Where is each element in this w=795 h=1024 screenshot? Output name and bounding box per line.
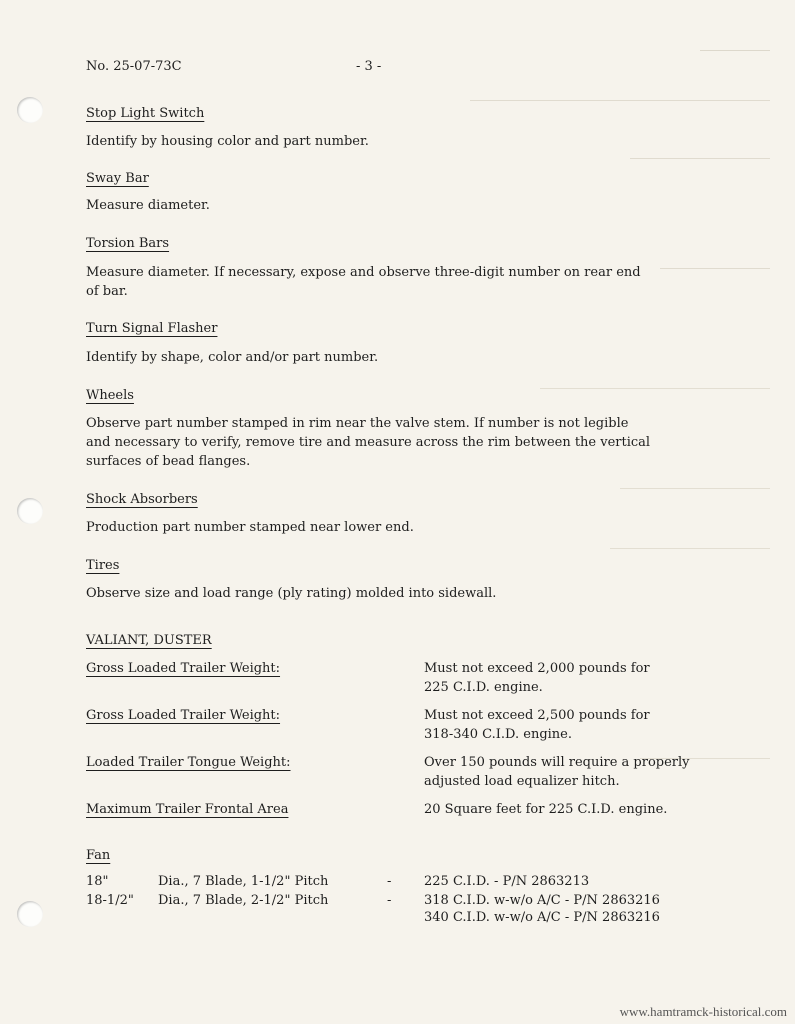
heading-tires: Tires: [86, 558, 120, 573]
fan-description: Dia., 7 Blade, 1-1/2" Pitch: [158, 874, 329, 889]
spec-label: Loaded Trailer Tongue Weight:: [86, 755, 291, 770]
binder-hole-middle: [17, 498, 43, 524]
spec-value: 20 Square feet for 225 C.I.D. engine.: [424, 802, 668, 817]
spec-value-line2: 225 C.I.D. engine.: [424, 680, 543, 695]
heading-fan: Fan: [86, 848, 111, 863]
text-torsion-bars-line1: Measure diameter. If necessary, expose and observe three-digit number on rear end: [86, 265, 641, 280]
heading-wheels: Wheels: [86, 388, 134, 403]
text-wheels-line1: Observe part number stamped in rim near the valve stem. If number is not legible: [86, 416, 629, 431]
text-tires: Observe size and load range (ply rating) molded into sidewall.: [86, 586, 497, 601]
spec-value-line2: 318-340 C.I.D. engine.: [424, 727, 573, 742]
spec-value-line2: adjusted load equalizer hitch.: [424, 774, 620, 789]
document-number: No. 25-07-73C: [86, 59, 182, 74]
heading-stop-light-switch: Stop Light Switch: [86, 106, 205, 121]
spec-value: Must not exceed 2,000 pounds for: [424, 661, 650, 676]
fan-spec: 318 C.I.D. w-w/o A/C - P/N 2863216: [424, 893, 660, 908]
page-number: - 3 -: [356, 59, 382, 74]
fan-size: 18": [86, 874, 109, 889]
spec-value: Must not exceed 2,500 pounds for: [424, 708, 650, 723]
text-sway-bar: Measure diameter.: [86, 198, 210, 213]
spec-label: Gross Loaded Trailer Weight:: [86, 708, 281, 723]
fan-size: 18-1/2": [86, 893, 134, 908]
text-wheels-line2: and necessary to verify, remove tire and measure across the rim between the vertical: [86, 435, 651, 450]
fan-spec: 340 C.I.D. w-w/o A/C - P/N 2863216: [424, 910, 660, 925]
text-stop-light-switch: Identify by housing color and part number.: [86, 134, 369, 149]
fan-spec: 225 C.I.D. - P/N 2863213: [424, 874, 590, 889]
heading-valiant-duster: VALIANT, DUSTER: [86, 633, 212, 648]
spec-value: Over 150 pounds will require a properly: [424, 755, 690, 770]
fan-description: Dia., 7 Blade, 2-1/2" Pitch: [158, 893, 329, 908]
text-turn-signal-flasher: Identify by shape, color and/or part number.: [86, 350, 379, 365]
text-torsion-bars-line2: of bar.: [86, 284, 128, 299]
heading-sway-bar: Sway Bar: [86, 171, 149, 186]
spec-label: Maximum Trailer Frontal Area: [86, 802, 289, 817]
fan-dash: -: [387, 893, 392, 908]
text-wheels-line3: surfaces of bead flanges.: [86, 454, 251, 469]
heading-torsion-bars: Torsion Bars: [86, 236, 170, 251]
binder-hole-bottom: [17, 901, 43, 927]
text-shock-absorbers: Production part number stamped near lower end.: [86, 520, 414, 535]
spec-label: Gross Loaded Trailer Weight:: [86, 661, 281, 676]
binder-hole-top: [17, 97, 43, 123]
fan-dash: -: [387, 874, 392, 889]
heading-shock-absorbers: Shock Absorbers: [86, 492, 198, 507]
watermark-url: www.hamtramck-historical.com: [619, 1004, 787, 1019]
heading-turn-signal-flasher: Turn Signal Flasher: [86, 321, 218, 336]
